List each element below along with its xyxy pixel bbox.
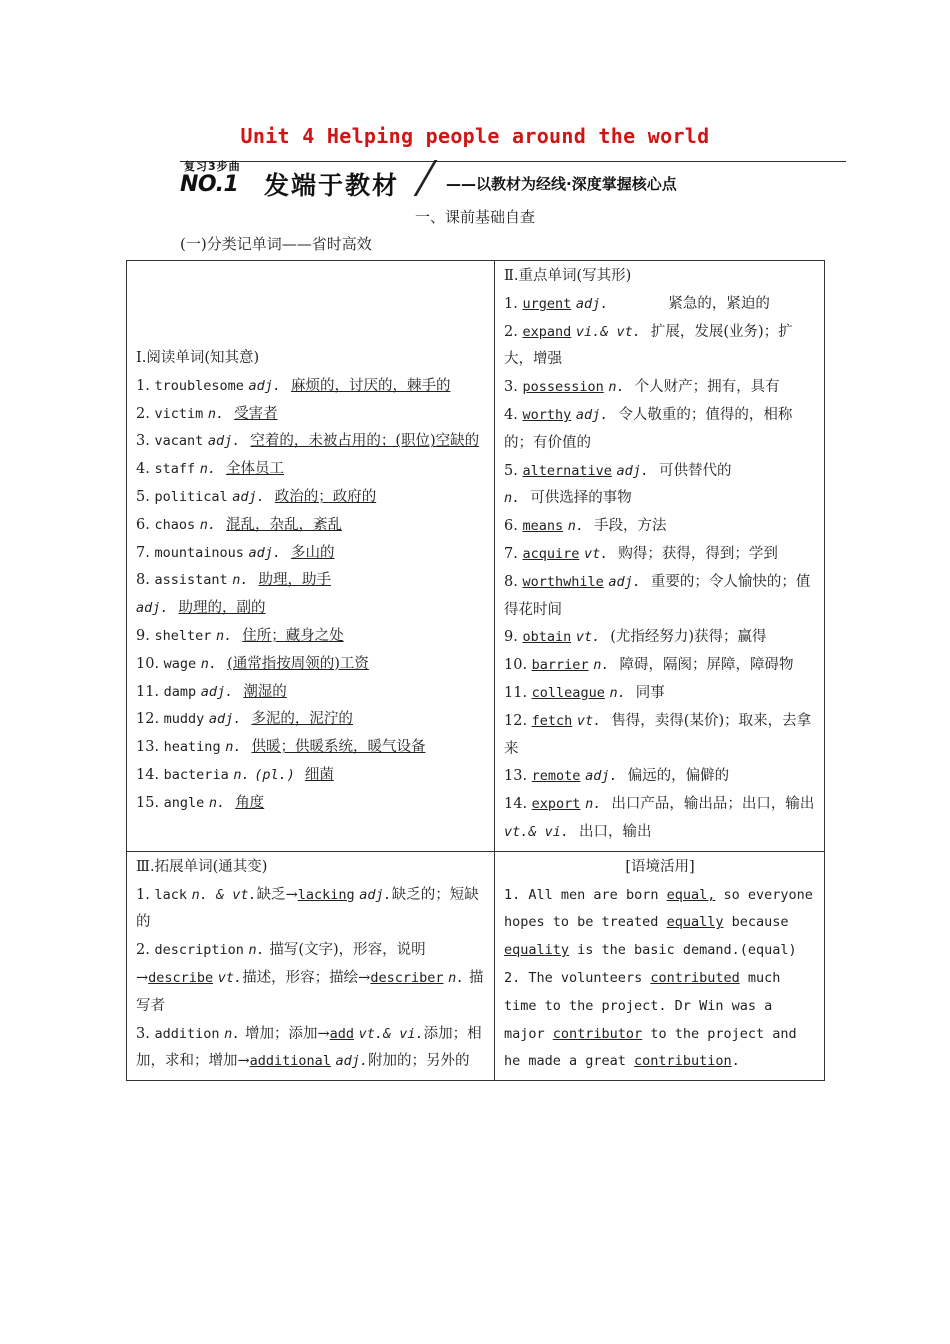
unit-title: Unit 4 Helping people around the world [240, 124, 710, 148]
list-item: 1. lack n. & vt.缺乏→lacking adj.缺乏的；短缺的 [136, 886, 479, 931]
list-item: 2. victim n. 受害者 [136, 405, 278, 422]
list-item: 8. worthwhile adj. 重要的；令人愉快的；值得花时间 [504, 573, 811, 618]
list-item: 6. chaos n. 混乱，杂乱，紊乱 [136, 516, 342, 533]
list-item: 11. damp adj. 潮湿的 [136, 683, 287, 700]
list-item: 6. means n. 手段，方法 [504, 518, 667, 535]
list-item: 9. obtain vt. (尤指经努力)获得；赢得 [504, 629, 767, 646]
section-heading: Ⅱ.重点单词(写其形) [504, 268, 632, 284]
banner-rule [180, 161, 846, 162]
list-item: 2. expand vi.& vt. 扩展，发展(业务)；扩大，增强 [504, 323, 793, 368]
list-item-continued: vt.& vi. 出口，输出 [504, 823, 652, 840]
banner-main-title: 发端于教材 [264, 171, 400, 200]
vocab-table [126, 260, 825, 1081]
list-item: 15. angle n. 角度 [136, 794, 265, 811]
list-item: 1. All men are born equal, so everyone hopes to be treated equally because equality is the basic demand.(equal) [504, 886, 813, 959]
heading-self-check: 一、课前基础自查 [414, 208, 535, 226]
banner-subtitle: ——以教材为经线·深度掌握核心点 [446, 175, 677, 193]
list-item: 1. troublesome adj. 麻烦的，讨厌的，棘手的 [136, 377, 451, 394]
key-words-cell [495, 261, 825, 852]
list-item: 13. heating n. 供暖；供暖系统，暖气设备 [136, 739, 426, 756]
table-row [127, 261, 825, 852]
section-heading: [语境活用] [625, 858, 695, 875]
list-item-continued: adj. 助理的，副的 [136, 600, 266, 617]
banner-small-label: 复习3步曲 [184, 160, 241, 173]
section-banner [180, 158, 846, 200]
list-item: 2. The volunteers contributed much time to the project. Dr Win was a major contributor to the project and he made a great contribution. [504, 969, 797, 1070]
list-item: 5. political adj. 政治的；政府的 [136, 488, 377, 505]
list-item: 14. bacteria n. (pl.) 细菌 [136, 766, 334, 783]
list-item: 14. export n. 出口产品，输出品；出口，输出 [504, 796, 815, 813]
list-item-continued: n. 可供选择的事物 [504, 490, 632, 507]
context-practice-cell [495, 851, 825, 1080]
list-item: 8. assistant n. 助理，助手 [136, 572, 331, 589]
section-heading: Ⅰ.阅读单词(知其意) [136, 350, 260, 366]
extended-words-cell [127, 851, 495, 1080]
list-item: 1. urgent adj. 紧急的，紧迫的 [504, 295, 770, 312]
list-item: 7. acquire vt. 购得；获得，得到；学到 [504, 545, 778, 562]
list-item: 12. muddy adj. 多泥的，泥泞的 [136, 711, 353, 728]
list-item: 4. worthy adj. 令人敬重的；值得的，相称的；有价值的 [504, 406, 793, 451]
list-item: 3. addition n. 增加；添加→add vt.& vi.添加；相加，求和；增加→additional adj.附加的；另外的 [136, 1025, 482, 1070]
table-row [127, 851, 825, 1080]
list-item: 3. possession n. 个人财产；拥有，具有 [504, 379, 780, 396]
list-item: 7. mountainous adj. 多山的 [136, 544, 335, 561]
list-item: 2. description n. 描写(文字)，形容，说明→describe vt.描述，形容；描绘→describer n. 描写者 [136, 942, 484, 1014]
list-item: 9. shelter n. 住所；藏身之处 [136, 627, 344, 644]
list-item: 5. alternative adj. 可供替代的 [504, 462, 732, 479]
list-item: 4. staff n. 全体员工 [136, 461, 284, 478]
heading-vocab-categories: (一)分类记单词——省时高效 [180, 235, 372, 253]
list-item: 10. barrier n. 障碍，隔阂；屏障，障碍物 [504, 657, 794, 674]
list-item: 11. colleague n. 同事 [504, 684, 665, 701]
list-item: 13. remote adj. 偏远的，偏僻的 [504, 768, 730, 785]
reading-words-cell [127, 261, 495, 852]
list-item: 12. fetch vt. 售得，卖得(某价)；取来，去拿来 [504, 712, 812, 757]
banner-slash [414, 160, 438, 196]
section-heading: Ⅲ.拓展单词(通其变) [136, 858, 268, 875]
list-item: 3. vacant adj. 空着的，未被占用的；(职位)空缺的 [136, 433, 480, 450]
banner-no1: NO.1 [180, 172, 239, 197]
list-item: 10. wage n. (通常指按周领的)工资 [136, 655, 369, 672]
